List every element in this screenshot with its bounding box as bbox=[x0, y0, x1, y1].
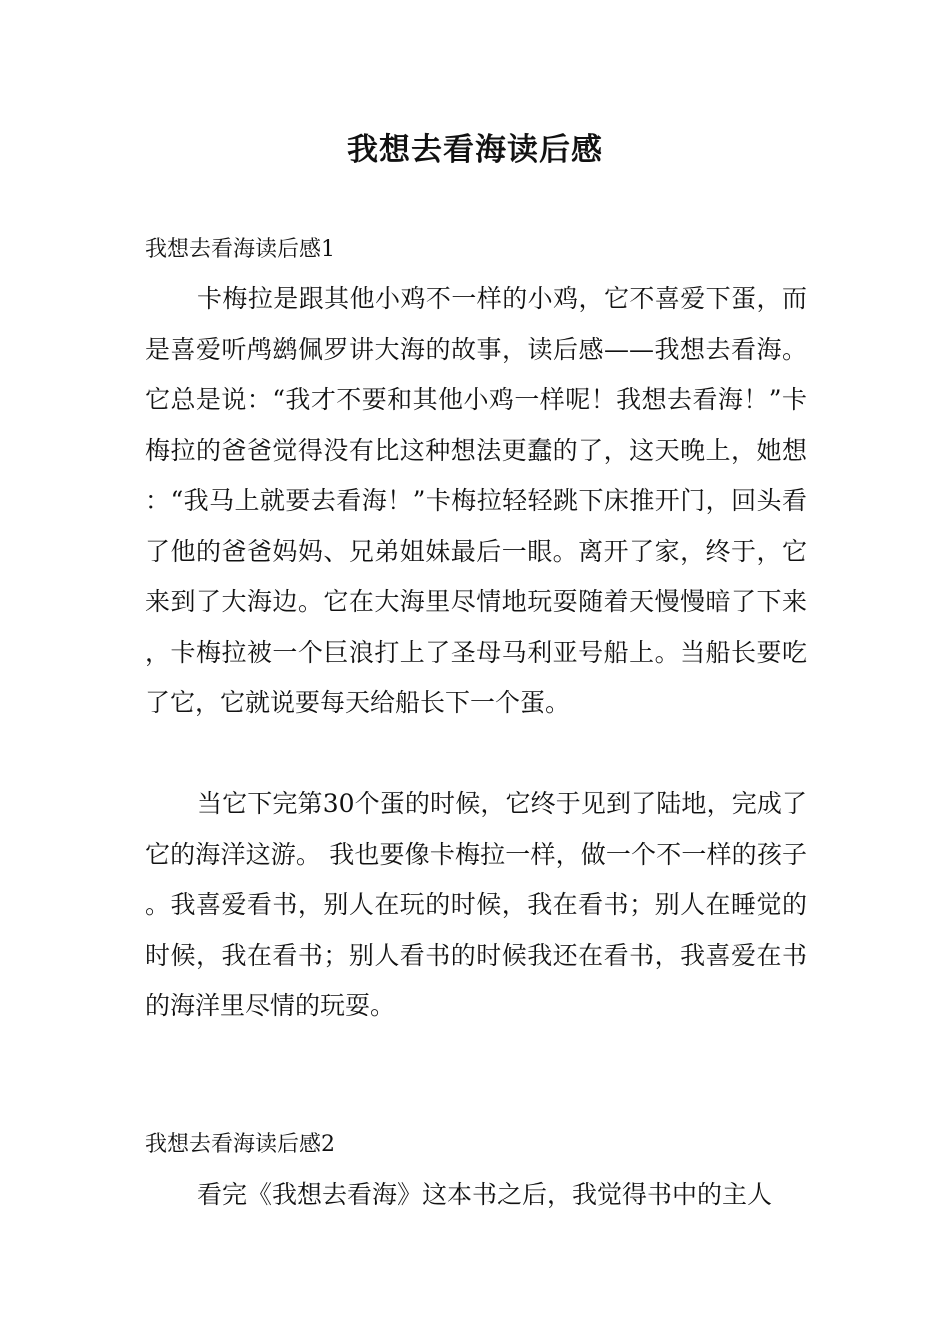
document-title: 我想去看海读后感 bbox=[347, 132, 603, 168]
section-1-paragraph-2: 当它下完第30个蛋的时候，它终于见到了陆地，完成了它的海洋这游。 我也要像卡梅拉一样，做一个不一样的孩子。我喜爱看书，别人在玩的时候，我在看书；别人在睡觉的时候，我在看书；别人看书的时候我还在看书，我喜爱在书的海洋里尽情的玩耍。 bbox=[145, 789, 807, 1020]
section-2-paragraph-1: 看完《我想去看海》这本书之后，我觉得书中的主人 bbox=[197, 1180, 773, 1209]
section-heading-1: 我想去看海读后感1 bbox=[145, 237, 335, 262]
section-1-paragraph-1: 卡梅拉是跟其他小鸡不一样的小鸡，它不喜爱下蛋，而是喜爱听鸬鹚佩罗讲大海的故事，读后感——我想去看海。它总是说：“我才不要和其他小鸡一样呢！我想去看海！”卡梅拉的爸爸觉得没有比这种想法更蠢的了，这天晚上，她想：“我马上就要去看海！”卡梅拉轻轻跳下床推开门，回头看了他的爸爸妈妈、兄弟姐妹最后一眼。离开了家，终于，它来到了大海边。它在大海里尽情地玩耍随着天慢慢暗了下来，卡梅拉被一个巨浪打上了圣母马利亚号船上。当船长要吃了它，它就说要每天给船长下一个蛋。 bbox=[145, 284, 807, 717]
section-heading-2: 我想去看海读后感2 bbox=[145, 1132, 335, 1157]
